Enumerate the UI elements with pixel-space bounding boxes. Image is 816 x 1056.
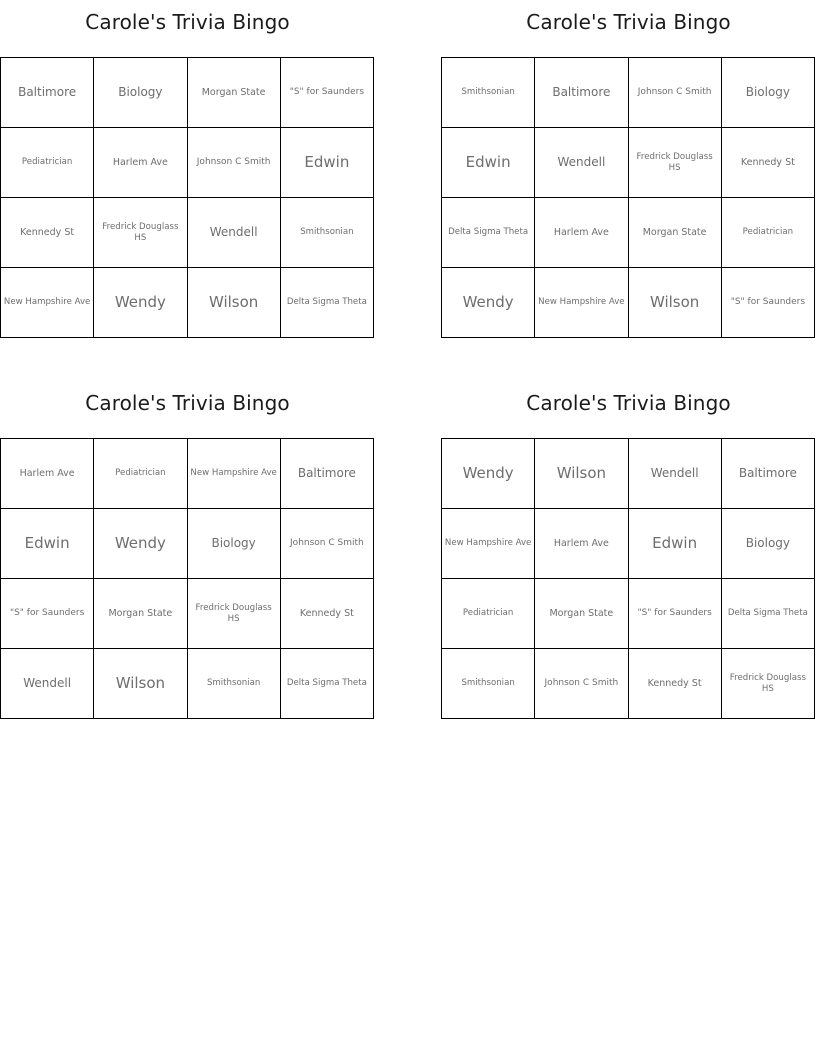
bingo-card-3 xyxy=(0,393,375,719)
bingo-cell-label: Kennedy St xyxy=(740,156,795,168)
bingo-card-4 xyxy=(441,393,816,719)
bingo-cell-label: Johnson C Smith xyxy=(637,87,712,98)
bingo-cell-label: Wilson xyxy=(649,292,700,311)
bingo-cell[interactable] xyxy=(94,198,187,268)
bingo-cell[interactable] xyxy=(535,268,628,338)
bingo-cell[interactable] xyxy=(535,579,628,649)
bingo-cell[interactable] xyxy=(722,268,815,338)
bingo-cell-label: Pediatrician xyxy=(462,608,514,619)
bingo-cell[interactable] xyxy=(94,649,187,719)
bingo-cell-label: Wilson xyxy=(115,673,166,692)
bingo-cell-label: Harlem Ave xyxy=(553,537,609,549)
card-title: Carole's Trivia Bingo xyxy=(526,391,731,415)
bingo-cell-label: Morgan State xyxy=(549,607,614,619)
bingo-cell[interactable] xyxy=(442,439,535,509)
bingo-cell-label: "S" for Saunders xyxy=(730,297,806,308)
bingo-grid xyxy=(0,57,374,338)
bingo-cell-label: Fredrick Douglass HS xyxy=(102,222,179,243)
bingo-cell[interactable] xyxy=(94,128,187,198)
bingo-cell[interactable] xyxy=(629,509,722,579)
bingo-cell[interactable] xyxy=(535,649,628,719)
bingo-grid xyxy=(441,438,815,719)
bingo-cell[interactable] xyxy=(1,268,94,338)
bingo-cell[interactable] xyxy=(188,579,281,649)
bingo-cell[interactable] xyxy=(629,579,722,649)
bingo-cell[interactable] xyxy=(94,579,187,649)
bingo-cell[interactable] xyxy=(535,198,628,268)
bingo-cell[interactable] xyxy=(722,439,815,509)
bingo-cell-label: Edwin xyxy=(24,533,70,552)
bingo-cell[interactable] xyxy=(281,268,374,338)
bingo-cell-label: "S" for Saunders xyxy=(9,608,85,619)
bingo-cell[interactable] xyxy=(281,579,374,649)
bingo-cell-label: Wendell xyxy=(209,225,258,240)
bingo-cell-label: Johnson C Smith xyxy=(290,538,364,549)
bingo-cell-label: Delta Sigma Theta xyxy=(727,608,808,619)
bingo-cell[interactable] xyxy=(1,649,94,719)
bingo-cell-label: Smithsonian xyxy=(461,87,515,98)
bingo-cell-label: Wendy xyxy=(114,292,166,311)
bingo-cell[interactable] xyxy=(188,198,281,268)
bingo-cell[interactable] xyxy=(629,268,722,338)
bingo-cell[interactable] xyxy=(535,58,628,128)
bingo-cell-label: New Hampshire Ave xyxy=(444,538,532,549)
bingo-cell-label: Kennedy St xyxy=(299,607,354,619)
bingo-cell-label: Morgan State xyxy=(108,607,173,619)
bingo-cell-label: Wendy xyxy=(462,463,514,482)
bingo-card-2 xyxy=(441,12,816,338)
card-title: Carole's Trivia Bingo xyxy=(85,10,290,34)
bingo-cell[interactable] xyxy=(442,509,535,579)
bingo-cell[interactable] xyxy=(1,579,94,649)
bingo-cell[interactable] xyxy=(1,128,94,198)
bingo-cell[interactable] xyxy=(188,649,281,719)
bingo-cell-label: Johnson C Smith xyxy=(196,157,271,168)
bingo-cell[interactable] xyxy=(281,509,374,579)
bingo-cell[interactable] xyxy=(722,198,815,268)
bingo-cell-label: Edwin xyxy=(304,152,350,171)
bingo-cell-label: New Hampshire Ave xyxy=(538,297,625,308)
bingo-cell-label: Pediatrician xyxy=(21,157,73,168)
bingo-cell-label: Biology xyxy=(745,536,791,551)
bingo-cell[interactable] xyxy=(94,509,187,579)
bingo-cell-label: Edwin xyxy=(465,152,511,171)
bingo-cell[interactable] xyxy=(629,58,722,128)
bingo-cell-label: Wendy xyxy=(114,533,166,552)
bingo-cell[interactable] xyxy=(1,198,94,268)
bingo-cell-label: Edwin xyxy=(652,533,698,552)
bingo-cell[interactable] xyxy=(722,128,815,198)
bingo-cell-label: Smithsonian xyxy=(461,678,515,689)
bingo-cell-label: Kennedy St xyxy=(20,226,75,238)
bingo-cell-label: Biology xyxy=(745,85,791,100)
bingo-cell[interactable] xyxy=(442,128,535,198)
bingo-cell[interactable] xyxy=(1,439,94,509)
bingo-cell[interactable] xyxy=(629,439,722,509)
bingo-cell[interactable] xyxy=(188,509,281,579)
bingo-cell[interactable] xyxy=(281,649,374,719)
bingo-cell-label: Delta Sigma Theta xyxy=(448,227,529,238)
bingo-cell[interactable] xyxy=(94,58,187,128)
bingo-cell[interactable] xyxy=(188,128,281,198)
bingo-grid xyxy=(0,438,374,719)
bingo-cell[interactable] xyxy=(442,649,535,719)
bingo-cell[interactable] xyxy=(188,268,281,338)
bingo-cell[interactable] xyxy=(629,128,722,198)
bingo-cell-label: Morgan State xyxy=(201,86,266,98)
bingo-cell-label: Delta Sigma Theta xyxy=(286,297,367,308)
bingo-cell-label: Fredrick Douglass HS xyxy=(195,603,272,624)
bingo-cell-label: Baltimore xyxy=(18,85,77,100)
bingo-cell[interactable] xyxy=(722,649,815,719)
bingo-cell-label: Delta Sigma Theta xyxy=(286,678,367,689)
bingo-grid xyxy=(441,57,815,338)
bingo-cell[interactable] xyxy=(442,198,535,268)
bingo-cell[interactable] xyxy=(535,439,628,509)
bingo-cell[interactable] xyxy=(1,509,94,579)
bingo-cell-label: "S" for Saunders xyxy=(637,608,712,619)
bingo-cell-label: Wendell xyxy=(23,676,72,691)
bingo-cell-label: Harlem Ave xyxy=(19,467,75,479)
bingo-cell[interactable] xyxy=(94,268,187,338)
card-title: Carole's Trivia Bingo xyxy=(526,10,731,34)
bingo-cell-label: Wendell xyxy=(557,155,606,170)
bingo-cell-label: Wilson xyxy=(556,463,607,482)
bingo-cell-label: Baltimore xyxy=(297,466,356,481)
bingo-cell-label: Fredrick Douglass HS xyxy=(729,673,806,694)
bingo-cell-label: Baltimore xyxy=(738,466,797,481)
bingo-cell-label: Wendell xyxy=(650,466,699,481)
bingo-cell[interactable] xyxy=(1,58,94,128)
bingo-cell[interactable] xyxy=(629,198,722,268)
bingo-cell-label: Smithsonian xyxy=(300,227,354,238)
bingo-cell-label: "S" for Saunders xyxy=(289,87,365,98)
bingo-cell[interactable] xyxy=(722,509,815,579)
bingo-cell[interactable] xyxy=(281,439,374,509)
bingo-cell-label: Smithsonian xyxy=(206,678,261,689)
bingo-cell-label: Wendy xyxy=(462,292,514,311)
bingo-cell-label: Biology xyxy=(118,85,163,100)
bingo-cell-label: Baltimore xyxy=(552,85,611,100)
bingo-cell-label: Morgan State xyxy=(642,226,707,238)
bingo-cell[interactable] xyxy=(535,128,628,198)
bingo-cell-label: Harlem Ave xyxy=(553,226,609,238)
bingo-cell[interactable] xyxy=(281,128,374,198)
bingo-cell[interactable] xyxy=(722,58,815,128)
bingo-cell[interactable] xyxy=(442,58,535,128)
bingo-cell-label: Fredrick Douglass HS xyxy=(636,152,713,173)
bingo-cell[interactable] xyxy=(535,509,628,579)
bingo-cell-label: Wilson xyxy=(208,292,259,311)
bingo-cell-label: Harlem Ave xyxy=(112,156,168,168)
bingo-cell[interactable] xyxy=(281,58,374,128)
bingo-cell[interactable] xyxy=(94,439,187,509)
bingo-cell-label: New Hampshire Ave xyxy=(3,297,91,308)
bingo-cell-label: Pediatrician xyxy=(742,227,794,238)
card-title: Carole's Trivia Bingo xyxy=(85,391,290,415)
bingo-cell-label: Johnson C Smith xyxy=(544,678,619,689)
bingo-cell[interactable] xyxy=(188,58,281,128)
bingo-cell-label: Pediatrician xyxy=(115,468,166,479)
bingo-card-1 xyxy=(0,12,375,338)
bingo-cell[interactable] xyxy=(281,198,374,268)
bingo-cell[interactable] xyxy=(722,579,815,649)
bingo-cell-label: New Hampshire Ave xyxy=(190,468,277,479)
bingo-cell[interactable] xyxy=(442,579,535,649)
bingo-cell-label: Biology xyxy=(211,536,256,551)
bingo-cell[interactable] xyxy=(629,649,722,719)
bingo-cell[interactable] xyxy=(188,439,281,509)
bingo-cell[interactable] xyxy=(442,268,535,338)
bingo-cell-label: Kennedy St xyxy=(647,677,702,689)
